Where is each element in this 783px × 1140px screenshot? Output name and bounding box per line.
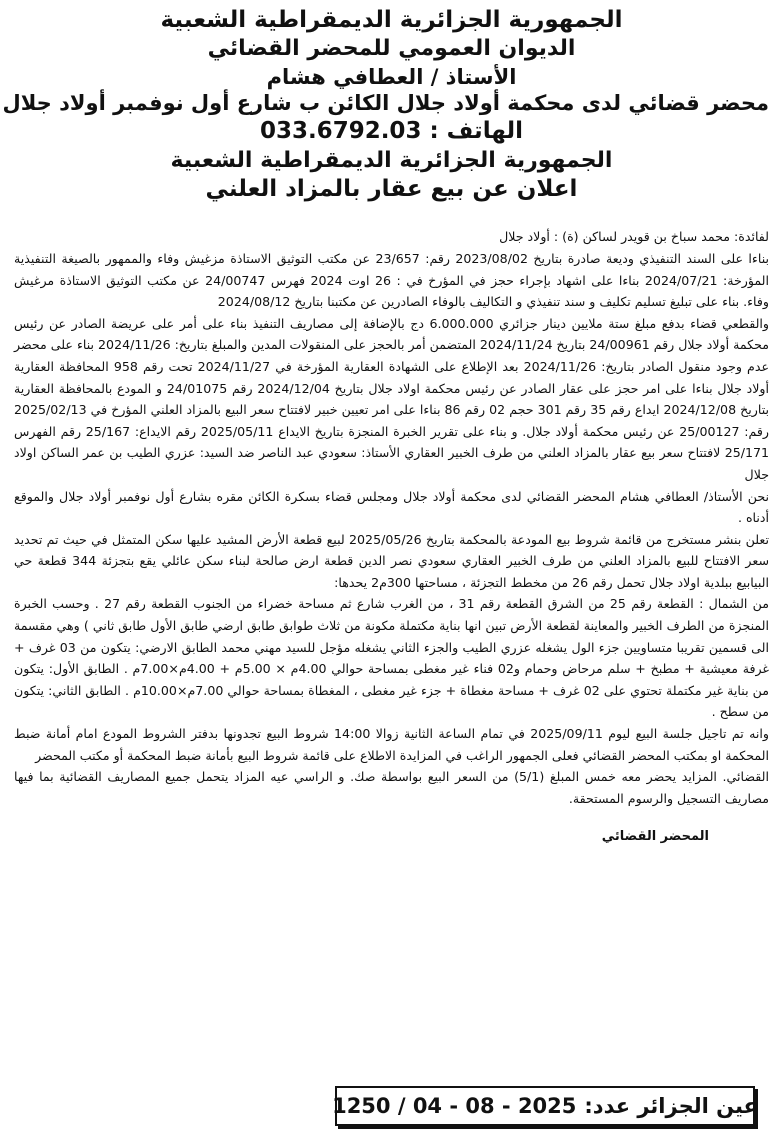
bailiff-name: الأستاذ / العطافي هشام: [266, 64, 517, 89]
beneficiary-paragraph: لفائدة: محمد سباخ بن قويدر لساكن (ة) : أولاد جلال: [499, 229, 769, 245]
signature: المحضر القضائي: [601, 829, 709, 845]
republic-heading-repeat: الجمهورية الجزائرية الديمقراطية الشعبية: [170, 147, 613, 173]
publication-reference-box: [332, 1086, 758, 1126]
office-heading: الديوان العمومي للمحضر القضائي: [207, 36, 576, 62]
bidding-terms-paragraph: القضائي. المزايد يحضر معه خمس المبلغ (5/1) من السعر البيع بواسطة صك. و الراسي عيه المزاد يتحمل جميع المصاريف القضائية بما فيها مصاريف التسجيل والرسوم المستحقة.: [14, 769, 769, 806]
bailiff-paragraph: نحن الأستاذ/ العطافي هشام المحضر القضائي لدى محكمة أولاد جلال ومجلس قضاء بسكرة الكائن مقره بشارع أول نوفمبر أولاد جلال والموقع أدناه .: [14, 488, 769, 526]
sale-date-paragraph: وانه تم تاجيل جلسة البيع ليوم 2025/09/11 في تمام الساعة الثانية زوالا 14:00 شروط البيع تجدونها بدفتر الشروط المودع امام أمانة ضبط المحكمة او بمكتب المحضر القضائي فعلى الجمهور الراغب في المزايدة الاطلاع على قائمة شروط البيع بأمانة ضبط المحكمة أو مكتب المحضر: [14, 726, 769, 763]
property-description-paragraph: من الشمال : القطعة رقم 25 من الشرق القطعة رقم 31 ، من الغرب شارع ثم مساحة خضراء من الجنوب القطعة رقم 27 . وحسب الخبرة المنجزة من الطرف الخبير والمعاينة لقطعة الأرض تبين انها بناية مكتملة مكونة من ثلاث طوابق طابق ارضي طابق الأول طابق ثاني ) وهي مقسمة الى قسمين تقريبا متساويين جزء الول يشغله عزري الطيب والجزء الثاني يشغله مؤجل للسيد مهني محمد الطابق الارضي: يتكون من 03 غرف + غرفة معيشية + مطبخ + سلم مرحاض وحمام و02 فناء غير مغطى بمساحة حوالي 4.00م × 5.00م + 4.00م×7.00م . الطابق الأول: يتكون من بناية غير مكتملة تحتوي على 02 غرف + مساحة مغطاة + جزء غير مغطى ، المغطاة بمساحة حوالي 7.00م×10.00م . الطابق الثاني: يتكون من سطح .: [14, 596, 770, 720]
office-address: محضر قضائي لدى محكمة أولاد جلال الكائن ب شارع أول نوفمبر أولاد جلال: [2, 91, 769, 116]
phone-number: الهاتف : 033.6792.03: [259, 118, 524, 145]
enforcement-paragraph: بناءا على السند التنفيذي وديعة صادرة بتاريخ 2023/08/02 رقم: 23/657 عن مكتب التوثيق الاستاذة مزغيش وفاء والممهور بالصيغة التنفيذية المؤرخة: 2024/07/21 بناءا على اشهاد بإجراء حجز في المؤرخ في : 26 اوت 2024 فهرس 24/00747 عن مكتب التوثيق الاستاذة مرغيش وفاء. بناء على تبليغ تسليم تكليف و سند تنفيذي و التكاليف بالوفاء الصادرين عن مكتبنا بتاريخ 2024/08/12: [14, 250, 769, 310]
publication-label: عين الجزائر عدد:: [584, 1094, 758, 1118]
publication-number: 1250 / 04 - 08 - 2025: [332, 1094, 577, 1118]
notice-title: اعلان عن بيع عقار بالمزاد العلني: [205, 175, 578, 202]
notice-body: [14, 226, 769, 809]
republic-heading: الجمهورية الجزائرية الديمقراطية الشعبية: [160, 7, 623, 33]
notice-header: [2, 6, 769, 204]
procedure-paragraph: والقطعي قضاء بدفع مبلغ ستة ملايين دينار جزائري 6.000.000 دج بالإضافة إلى مصاريف التنفيذ بناء على أمر على عريضة الصادر عن رئيس محكمة أولاد جلال رقم 24/00961 بتاريخ 2024/11/24 المتضمن أمر بالحجز على المنقولات المدين والمبلغ بتاريخ: 2024/11/26 بناء على محضر عدم وجود منقول الصادر بتاريخ: 2024/11/26 بعد الإطلاع على الشهادة العقارية المؤرخة في 2024/11/27 تحت رقم 958 المحافظة العقارية أولاد جلال بناءا على امر حجز على عقار الصادر عن رئيس محكمة اولاد جلال بتاريخ 2024/12/04 رقم 24/01075 و المودع بالمحافظة العقارية بتاريخ 2024/12/08 ايداع رقم 35 رقم 301 حجم 02 رقم 86 بناءا على امر تعيين خبير لافتتاح سعر البيع بالمزاد العلني المؤرخ في 2025/02/13 رقم: 25/00127 عن رئيس محكمة أولاد جلال. و بناء على تقرير الخبرة المنجزة بتاريخ الايداع 2025/05/11 رقم الايداع: 25/167 رقم الفهرس 25/171 لافتتاح سعر بيع عقار بالمزاد العلني من طرف الخبير العقاري الأستاذ: سعودي عبد الناصر ضد السيد: عزري الطيب بن عمر الساكن اولاد جلال: [14, 315, 770, 482]
announcement-paragraph: تعلن بنشر مستخرج من قائمة شروط بيع المودعة بالمحكمة بتاريخ 2025/05/26 لبيع قطعة الأرض المشيد عليها سكن المتمثل في حيث تم تحديد سعر الافتتاح للبيع بالمزاد العلني من طرف الخبير العقاري سعودي نصر الدين قطعة ارض صالحة لبناء سكن عائلي يقع بتجزئة 344 قطعة حي البيابيع ببلدية اولاد جلال تحمل رقم 26 من مخطط التجزئة ، مساحتها 300م2 يحدها:: [14, 531, 770, 590]
